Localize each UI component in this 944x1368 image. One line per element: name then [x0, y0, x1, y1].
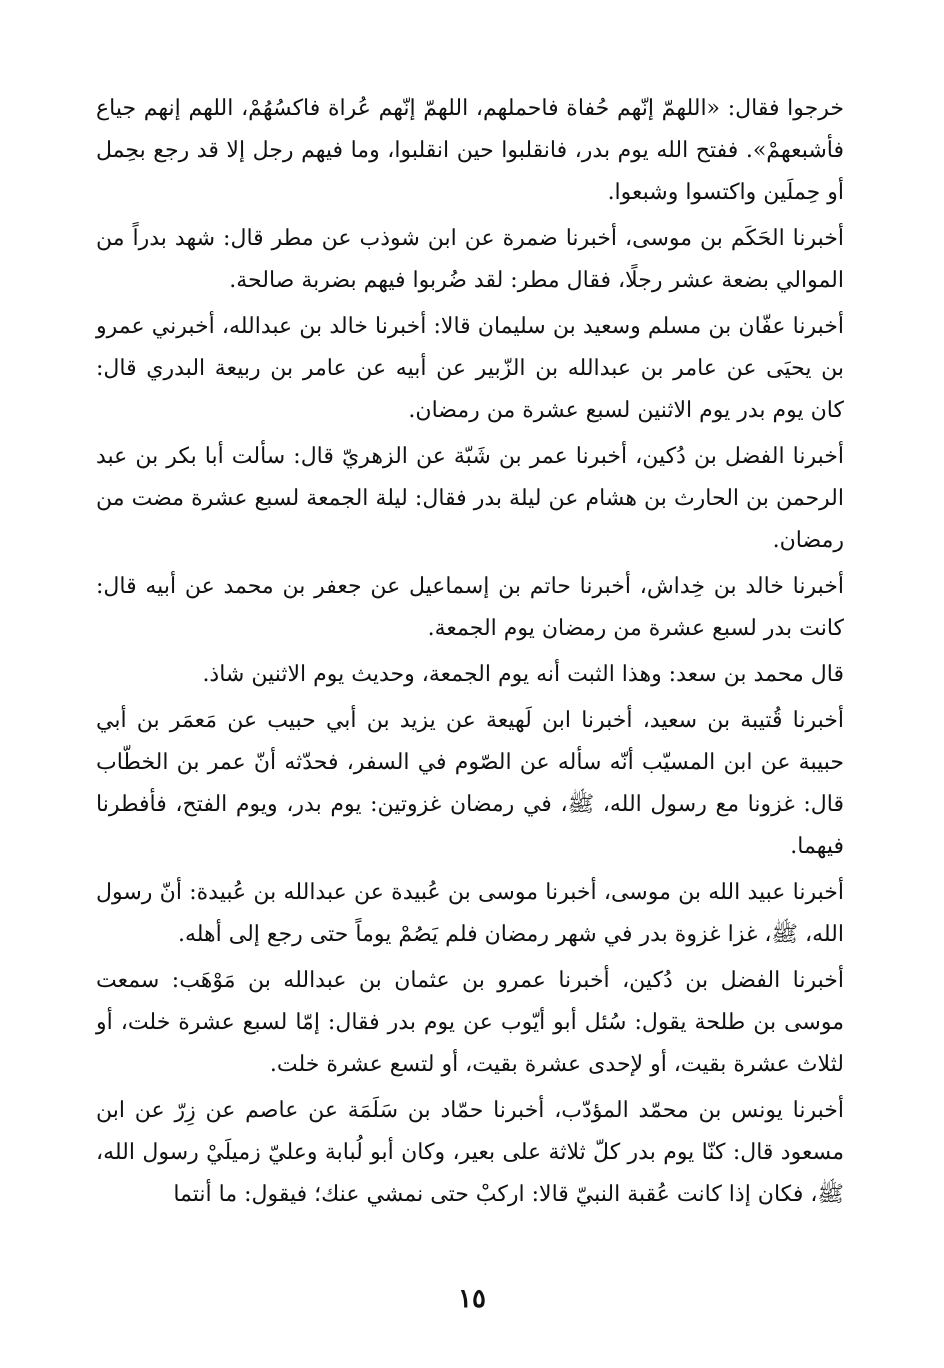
paragraph-7: أخبرنا قُتيبة بن سعيد، أخبرنا ابن لَهيعة عن يزيد بن أبي حبيب عن مَعمَر بن أبي حبيبة عن ابن المسيّب أنّه سأله عن الصّوم في السفر، فحدّثه أنّ عمر بن الخطّاب قال: غزونا مع رسول الله، ﷺ، في رمضان غزوتين: يوم بدر، ويوم الفتح، فأفطرنا فيهما.: [96, 708, 844, 859]
paragraph-2: أخبرنا الحَكَم بن موسى، أخبرنا ضمرة عن ابن شوذب عن مطر قال: شهد بدراً من الموالي بضعة عشر رجلًا، فقال مطر: لقد ضُربوا فيهم بضربة صالحة.: [96, 226, 844, 293]
paragraph-6: قال محمد بن سعد: وهذا الثبت أنه يوم الجمعة، وحديث يوم الاثنين شاذ.: [202, 662, 844, 687]
paragraph-3: أخبرنا عفّان بن مسلم وسعيد بن سليمان قالا: أخبرنا خالد بن عبدالله، أخبرني عمرو بن يحيَى عن عامر بن عبدالله بن الزّبير عن أبيه عن عامر بن ربيعة البدري قال: كان يوم بدر يوم الاثنين لسبع عشرة من رمضان.: [96, 314, 844, 423]
paragraph-1: خرجوا فقال: «اللهمّ إنّهم حُفاة فاحملهم، اللهمّ إنّهم عُراة فاكسُهُمْ، اللهم إنهم جياع فأشبعهمْ». ففتح الله يوم بدر، فانقلبوا حين انقلبوا، وما فيهم رجل إلا قد رجع بحِمل أو حِملَين واكتسوا وشبعوا.: [96, 96, 844, 205]
paragraph-4: أخبرنا الفضل بن دُكين، أخبرنا عمر بن شَبّة عن الزهريّ قال: سألت أبا بكر بن عبد الرحمن بن الحارث بن هشام عن ليلة بدر فقال: ليلة الجمعة لسبع عشرة مضت من رمضان.: [96, 444, 844, 553]
paragraph-5: أخبرنا خالد بن خِداش، أخبرنا حاتم بن إسماعيل عن جعفر بن محمد عن أبيه قال: كانت بدر لسبع عشرة من رمضان يوم الجمعة.: [96, 574, 844, 641]
page-body: [96, 88, 844, 1220]
paragraph-8: أخبرنا عبيد الله بن موسى، أخبرنا موسى بن عُبيدة عن عبدالله بن عُبيدة: أنّ رسول الله، ﷺ، غزا غزوة بدر في شهر رمضان فلم يَصُمْ يوماً حتى رجع إلى أهله.: [96, 880, 844, 947]
page-number: ١٥: [458, 1284, 486, 1314]
paragraph-10: أخبرنا يونس بن محمّد المؤدّب، أخبرنا حمّاد بن سَلَمَة عن عاصم عن زِرّ عن ابن مسعود قال: كنّا يوم بدر كلّ ثلاثة على بعير، وكان أبو لُبابة وعليّ زميلَيْ رسول الله، ﷺ، فكان إذا كانت عُقبة النبيّ قالا: اركبْ حتى نمشي عنك؛ فيقول: ما أنتما: [96, 1098, 844, 1207]
paragraph-9: أخبرنا الفضل بن دُكين، أخبرنا عمرو بن عثمان بن عبدالله بن مَوْهَب: سمعت موسى بن طلحة يقول: سُئل أبو أيّوب عن يوم بدر فقال: إمّا لسبع عشرة خلت، أو لثلاث عشرة بقيت، أو لإحدى عشرة بقيت، أو لتسع عشرة خلت.: [96, 968, 844, 1077]
